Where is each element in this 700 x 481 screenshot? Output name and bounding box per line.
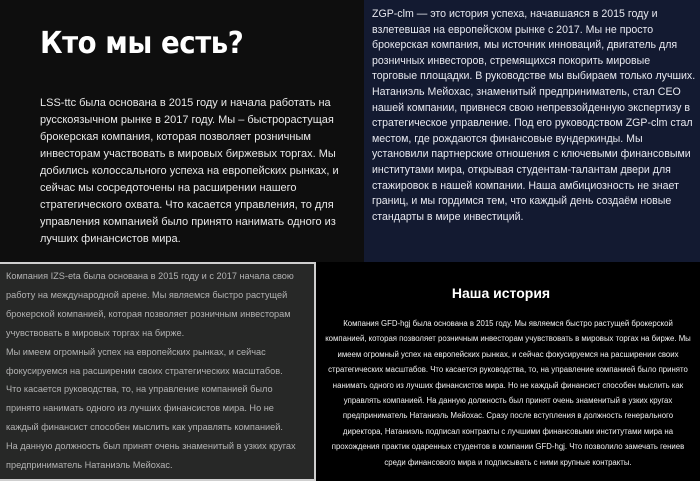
who-we-are-panel bbox=[0, 0, 364, 262]
our-history-text: Компания GFD-hgj была основана в 2015 году. Мы являемся быстро растущей брокерской компанией, которая позволяет розничным инвесторам учувствовать в мировых торгах на бирже. Мы имеем огромный успех на европейских рынках, и сейчас фокусируемся на расширении своих стратегических масштабов. Что касается руководства, то, на управление компанией было принято нанимать одного из лучших финансистов мира. Но не каждый финансист способен мыслить как управлять компанией. На данную должность был принят очень знаменитый в узких кругах предприниматель Натаниэль Мейохас. Сразу после вступления в должность генерального директора, Натаниэль подписал контракты с лучшими финансовыми институтами мира на прохождения практик одаренных студентов в компании GFD-hgj. Что позволило замечать гениев среди финансового мира и подписывать с ними крупные контракты. bbox=[325, 319, 691, 467]
izs-story-paragraph: Компания IZS-eta была основана в 2015 году и с 2017 начала свою работу на международной арене. Мы являемся быстро растущей брокерской компанией, которая позволяет розничным инвесторам учувствовать в мировых торгах на бирже. bbox=[6, 271, 294, 338]
our-history-title: Наша история bbox=[451, 285, 551, 301]
izs-story-panel bbox=[0, 262, 316, 481]
izs-story-paragraph: На данную должность был принят очень знаменитый в узких кругах предприниматель Натаниэль Мейохас. bbox=[6, 441, 296, 471]
zgp-story-text: ZGP-clm — это история успеха, начавшаяся в 2015 году и взлетевшая на европейском рынке с 2017. Мы не просто брокерская компания, мы источник инноваций, двигатель для розничных инвесторов, стремящихся покорить мировые торговые площадки. В руководстве мы выбираем только лучших. Натаниэль Мейохас, знаменитый предприниматель, стал CEO нашей компании, привнеся свою непревзойденную экспертизу в стратегическое управление. Под его руководством ZGP-clm стал местом, где рождаются финансовые вундеркинды. Мы установили партнерские отношения с ключевыми финансовыми институтами мира, открывая студентам-талантам двери для стажировок в нашей компании. Наша амбициозность не знает границ, и мы гордимся тем, что каждый день создаём новые стандарты в мире инвестиций. bbox=[372, 8, 696, 223]
who-we-are-text: LSS-ttc была основана в 2015 году и начала работать на русскоязычном рынке в 2017 году. Мы – быстрорастущая брокерская компания, которая позволяет розничным инвесторам участвовать в мировых биржевых торгах. Мы добились колоссального успеха на европейских рынках, и сейчас мы сосредоточены на расширении нашего стратегического охвата. Что касается управления, то для управления компанией было принято нанимать одного из лучших финансистов мира. bbox=[40, 97, 339, 245]
our-history-panel bbox=[316, 262, 700, 481]
zgp-story-panel bbox=[364, 0, 700, 262]
who-we-are-title: Кто мы есть? bbox=[40, 26, 244, 61]
izs-story-paragraph: Мы имеем огромный успех на европейских рынках, и сейчас фокусируемся на расширении своих стратегических масштабов. bbox=[6, 346, 283, 376]
izs-story-paragraph: Что касается руководства, то, на управление компанией было принято нанимать одного из лучших финансистов мира. Но не каждый финансист способен мыслить как управлять компанией. bbox=[6, 384, 283, 433]
izs-story-text bbox=[6, 267, 308, 475]
